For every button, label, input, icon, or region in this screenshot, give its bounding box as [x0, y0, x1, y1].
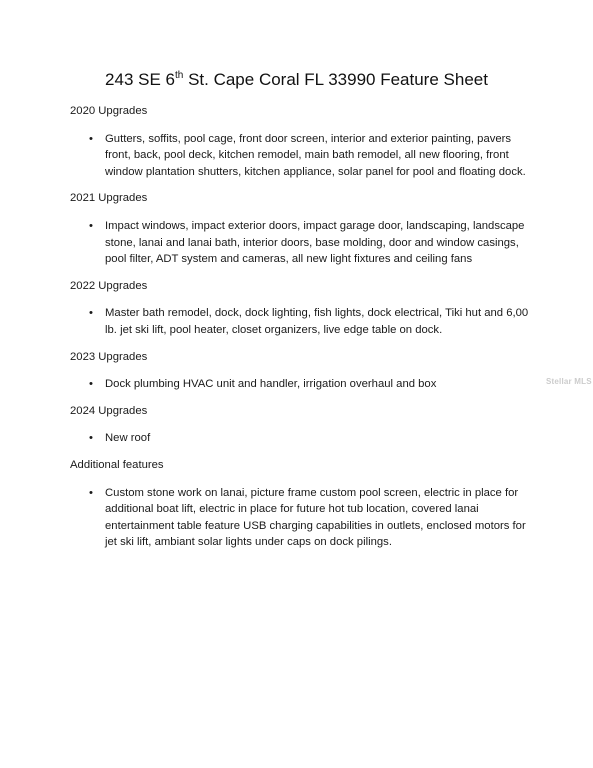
bullet-list [70, 376, 530, 393]
list-item-text: Dock plumbing HVAC unit and handler, irrigation overhaul and box [105, 378, 437, 391]
section-heading: Additional features [70, 458, 164, 471]
section-2022-upgrades [70, 278, 530, 339]
section-heading: 2024 Upgrades [70, 404, 148, 417]
list-item-text: New roof [105, 432, 151, 445]
section-2024-upgrades [70, 403, 530, 447]
bullet-icon: • [89, 486, 93, 499]
list-item [70, 305, 530, 338]
title-text-after: St. Cape Coral FL 33990 Feature Sheet [183, 70, 488, 89]
list-item-text: Custom stone work on lanai, picture frame custom pool screen, electric in place for additional boat lift, electric in place for future hot tub location, covered lanai entertainment table feature USB charging capabilities in outlets, enclosed motors for jet ski lift, ambiant solar lights under caps on dock pilings. [105, 486, 526, 549]
feature-sections [70, 103, 530, 561]
section-heading: 2023 Upgrades [70, 350, 148, 363]
watermark-logo: Stellar MLS [546, 377, 592, 386]
section-heading: 2020 Upgrades [70, 105, 148, 117]
section-heading: 2022 Upgrades [70, 279, 148, 292]
bullet-icon: • [89, 307, 93, 320]
bullet-icon: • [89, 219, 93, 232]
bullet-list [70, 218, 530, 268]
section-2020-upgrades [70, 103, 530, 180]
section-2021-upgrades [70, 190, 530, 267]
list-item-text: Master bath remodel, dock, dock lighting, fish lights, dock electrical, Tiki hut and 6,00 lb. jet ski lift, pool heater, closet organizers, live edge table on dock. [105, 307, 529, 336]
list-item [70, 218, 530, 268]
list-item [70, 131, 530, 181]
title-superscript: th [175, 70, 184, 81]
list-item [70, 376, 530, 393]
bullet-list [70, 305, 530, 338]
bullet-icon: • [89, 432, 93, 445]
section-2023-upgrades [70, 349, 530, 393]
bullet-list [70, 430, 530, 447]
page-title [0, 66, 593, 94]
list-item-text: Gutters, soffits, pool cage, front door screen, interior and exterior painting, pavers front, back, pool deck, kitchen remodel, main bath remodel, all new flooring, front window plantation shutters, kitchen appliance, solar panel for pool and floating dock. [105, 132, 526, 178]
section-additional-features [70, 457, 530, 551]
bullet-list [70, 485, 530, 551]
section-heading: 2021 Upgrades [70, 192, 148, 205]
list-item [70, 485, 530, 551]
list-item [70, 430, 530, 447]
title-text-before: 243 SE 6 [105, 70, 175, 89]
list-item-text: Impact windows, impact exterior doors, impact garage door, landscaping, landscape stone, lanai and lanai bath, interior doors, base molding, door and window casings, pool filter, ADT system and cameras, all new light fixtures and ceiling fans [105, 219, 525, 266]
bullet-icon: • [89, 132, 93, 145]
bullet-list [70, 131, 530, 181]
bullet-icon: • [89, 378, 93, 391]
